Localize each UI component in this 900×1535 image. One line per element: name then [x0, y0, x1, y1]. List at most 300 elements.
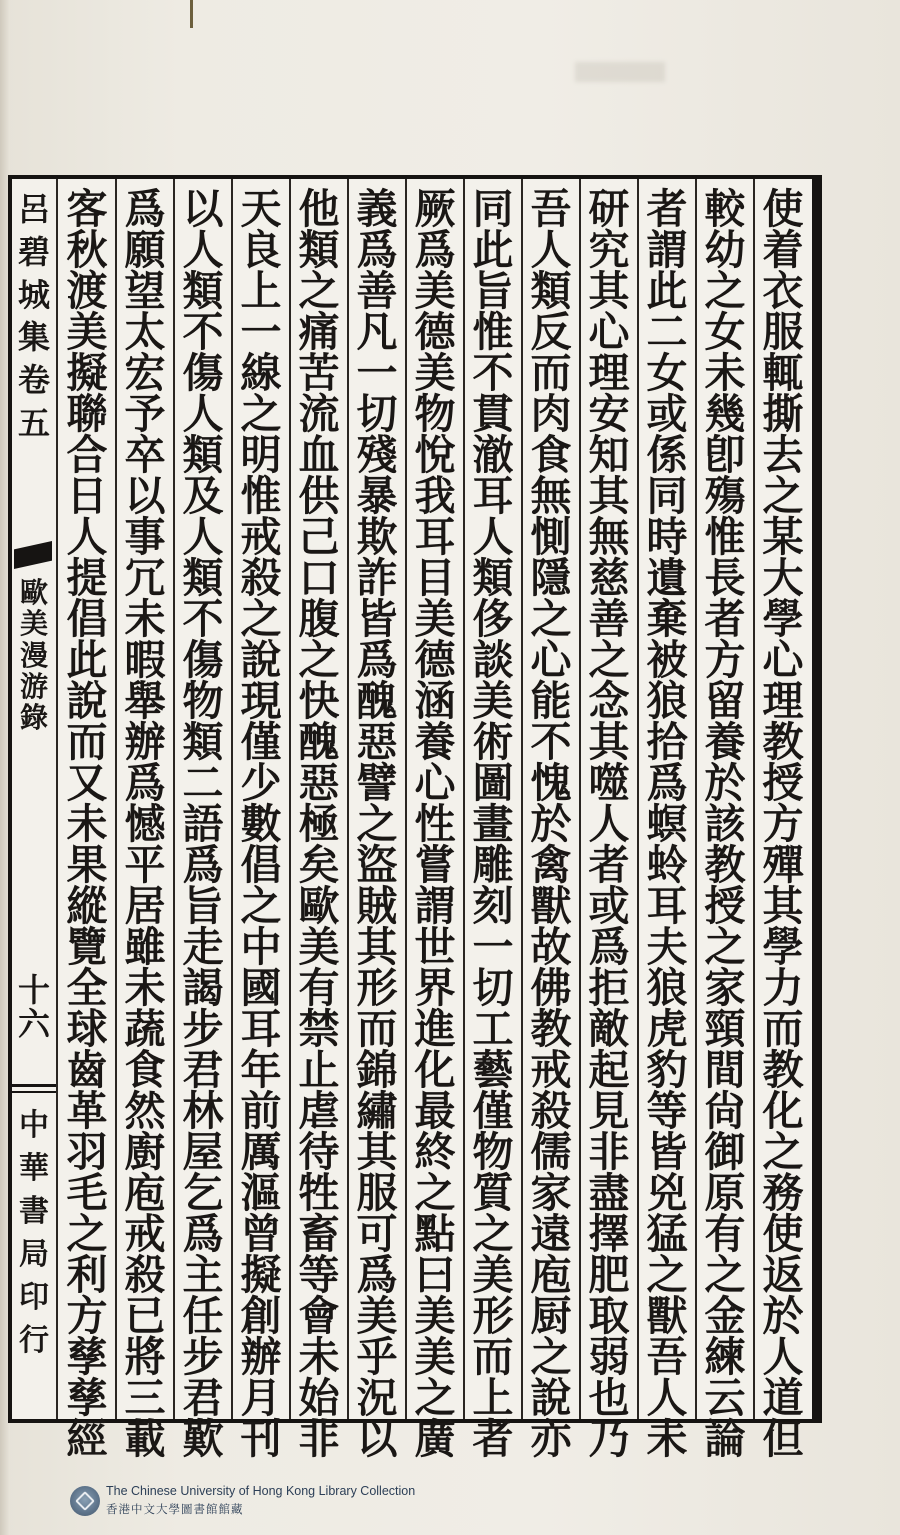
- text-char: 上: [472, 1374, 514, 1422]
- text-char: 願: [124, 226, 166, 274]
- text-char: 侈: [472, 595, 514, 643]
- text-char: 較: [704, 185, 746, 233]
- text-char: 爲: [182, 841, 224, 889]
- text-char: 說: [66, 677, 108, 725]
- text-char: 供: [298, 472, 340, 520]
- text-char: 術: [472, 718, 514, 766]
- text-char: 見: [588, 1087, 630, 1135]
- text-char: 虐: [298, 1087, 340, 1135]
- text-char: 念: [588, 677, 630, 725]
- text-char: 其: [588, 472, 630, 520]
- text-char: 之: [762, 472, 804, 520]
- text-char: 某: [762, 513, 804, 561]
- text-char: 圖: [472, 759, 514, 807]
- title-char: 集: [17, 318, 50, 357]
- text-char: 猛: [646, 1210, 688, 1258]
- text-char: 教: [762, 1046, 804, 1094]
- text-char: 非: [588, 1128, 630, 1176]
- text-column: [522, 179, 580, 1463]
- title-char: 五: [17, 403, 50, 442]
- text-char: 女: [704, 308, 746, 356]
- text-char: 線: [240, 349, 282, 397]
- page-number-char: 十: [17, 971, 50, 1009]
- text-char: 女: [646, 349, 688, 397]
- text-char: 人: [646, 1374, 688, 1422]
- text-char: 漚: [240, 1169, 282, 1217]
- text-char: 會: [298, 1292, 340, 1340]
- text-char: 合: [66, 431, 108, 479]
- text-char: 狼: [646, 964, 688, 1012]
- publisher-char: 印: [19, 1280, 49, 1315]
- text-char: 其: [356, 1128, 398, 1176]
- text-char: 衣: [762, 267, 804, 315]
- text-char: 心: [588, 308, 630, 356]
- text-char: 善: [588, 595, 630, 643]
- text-char: 弱: [588, 1333, 630, 1381]
- text-char: 或: [646, 390, 688, 438]
- text-char: 之: [66, 1210, 108, 1258]
- title-char: 卷: [17, 361, 50, 400]
- text-char: 倡: [240, 841, 282, 889]
- text-char: 切: [356, 390, 398, 438]
- text-char: 此: [472, 226, 514, 274]
- text-char: 不: [182, 595, 224, 643]
- text-char: 未: [124, 595, 166, 643]
- text-char: 賊: [356, 882, 398, 930]
- text-char: 撕: [762, 390, 804, 438]
- text-char: 美: [414, 267, 456, 315]
- text-char: 食: [124, 1046, 166, 1094]
- text-char: 御: [704, 1128, 746, 1176]
- text-char: 而: [762, 1005, 804, 1053]
- text-char: 家: [530, 1169, 572, 1217]
- text-char: 謁: [182, 964, 224, 1012]
- text-char: 殘: [356, 431, 398, 479]
- text-char: 者: [646, 185, 688, 233]
- text-char: 宏: [124, 349, 166, 397]
- text-char: 之: [530, 595, 572, 643]
- text-char: 之: [472, 1210, 514, 1258]
- text-char: 腹: [298, 595, 340, 643]
- text-char: 者: [704, 595, 746, 643]
- divider: [12, 1091, 56, 1093]
- text-char: 方: [704, 636, 746, 684]
- text-char: 而: [356, 1005, 398, 1053]
- text-char: 惻: [530, 513, 572, 561]
- publisher-char: 行: [19, 1323, 49, 1358]
- text-char: 傷: [182, 636, 224, 684]
- text-char: 化: [762, 1087, 804, 1135]
- text-char: 者: [472, 1415, 514, 1463]
- text-char: 之: [240, 390, 282, 438]
- text-char: 同: [472, 185, 514, 233]
- text-char: 心: [762, 636, 804, 684]
- text-char: 遺: [646, 554, 688, 602]
- text-char: 盡: [588, 1169, 630, 1217]
- text-char: 厨: [530, 1292, 572, 1340]
- text-column: [754, 179, 812, 1463]
- text-char: 知: [588, 431, 630, 479]
- text-char: 載: [124, 1415, 166, 1463]
- text-char: 獸: [530, 882, 572, 930]
- text-char: 望: [124, 267, 166, 315]
- text-char: 禽: [530, 841, 572, 889]
- text-char: 客: [66, 185, 108, 233]
- text-char: 着: [762, 226, 804, 274]
- text-char: 創: [240, 1292, 282, 1340]
- text-char: 擬: [66, 349, 108, 397]
- text-char: 夫: [646, 923, 688, 971]
- text-char: 一: [472, 923, 514, 971]
- text-char: 一: [240, 308, 282, 356]
- text-char: 之: [704, 267, 746, 315]
- ink-mark: [190, 0, 193, 28]
- text-char: 人: [182, 226, 224, 274]
- text-column: [696, 179, 754, 1463]
- text-column: [290, 179, 348, 1463]
- text-char: 辦: [124, 718, 166, 766]
- text-char: 該: [704, 800, 746, 848]
- text-char: 之: [414, 1169, 456, 1217]
- text-char: 日: [66, 472, 108, 520]
- text-char: 血: [298, 431, 340, 479]
- text-char: 大: [762, 554, 804, 602]
- book-title: [12, 191, 56, 442]
- text-char: 曾: [240, 1210, 282, 1258]
- text-char: 惡: [298, 759, 340, 807]
- text-char: 皆: [646, 1128, 688, 1176]
- text-char: 點: [414, 1210, 456, 1258]
- text-char: 方: [66, 1292, 108, 1340]
- text-char: 君: [182, 1046, 224, 1094]
- text-char: 美: [414, 1333, 456, 1381]
- text-char: 庖: [530, 1251, 572, 1299]
- text-char: 物: [472, 1128, 514, 1176]
- text-char: 係: [646, 431, 688, 479]
- text-char: 耳: [646, 882, 688, 930]
- text-char: 平: [124, 841, 166, 889]
- text-char: 良: [240, 226, 282, 274]
- text-char: 皆: [356, 595, 398, 643]
- text-char: 物: [414, 390, 456, 438]
- text-char: 步: [182, 1005, 224, 1053]
- text-char: 幼: [704, 226, 746, 274]
- text-char: 談: [472, 636, 514, 684]
- text-char: 擇: [588, 1210, 630, 1258]
- text-char: 事: [124, 513, 166, 561]
- text-char: 然: [124, 1087, 166, 1135]
- text-char: 暴: [356, 472, 398, 520]
- text-char: 全: [66, 964, 108, 1012]
- text-char: 羽: [66, 1128, 108, 1176]
- text-column: [116, 179, 174, 1463]
- text-char: 類: [182, 267, 224, 315]
- text-char: 禁: [298, 1005, 340, 1053]
- text-char: 及: [182, 472, 224, 520]
- text-char: 輒: [762, 349, 804, 397]
- text-char: 拾: [646, 718, 688, 766]
- text-char: 理: [762, 677, 804, 725]
- text-char: 進: [414, 1005, 456, 1053]
- text-char: 此: [66, 636, 108, 684]
- text-char: 美: [414, 1292, 456, 1340]
- text-char: 或: [588, 882, 630, 930]
- text-char: 取: [588, 1292, 630, 1340]
- text-char: 非: [298, 1415, 340, 1463]
- text-char: 類: [530, 267, 572, 315]
- text-char: 學: [762, 595, 804, 643]
- text-char: 涵: [414, 677, 456, 725]
- text-char: 痛: [298, 308, 340, 356]
- text-char: 義: [356, 185, 398, 233]
- text-char: 之: [530, 1333, 572, 1381]
- text-char: 時: [646, 513, 688, 561]
- text-char: 尙: [704, 1087, 746, 1135]
- text-char: 不: [472, 349, 514, 397]
- text-char: 殺: [124, 1251, 166, 1299]
- text-char: 蔬: [124, 1005, 166, 1053]
- text-char: 庖: [124, 1169, 166, 1217]
- text-char: 善: [356, 267, 398, 315]
- text-char: 刻: [472, 882, 514, 930]
- text-char: 道: [762, 1374, 804, 1422]
- text-char: 步: [182, 1333, 224, 1381]
- text-char: 噬: [588, 759, 630, 807]
- text-char: 雖: [124, 923, 166, 971]
- text-char: 美: [298, 923, 340, 971]
- text-char: 類: [298, 226, 340, 274]
- text-char: 之: [704, 923, 746, 971]
- text-char: 云: [704, 1374, 746, 1422]
- text-char: 盜: [356, 841, 398, 889]
- text-char: 無: [530, 472, 572, 520]
- text-char: 藝: [472, 1046, 514, 1094]
- text-char: 德: [414, 308, 456, 356]
- text-char: 畫: [472, 800, 514, 848]
- text-char: 旨: [182, 882, 224, 930]
- text-char: 人: [66, 513, 108, 561]
- text-char: 現: [240, 677, 282, 725]
- text-char: 爲: [588, 923, 630, 971]
- text-char: 爲: [356, 226, 398, 274]
- text-char: 暇: [124, 636, 166, 684]
- text-char: 謂: [414, 882, 456, 930]
- text-char: 形: [356, 964, 398, 1012]
- text-char: 我: [414, 472, 456, 520]
- text-char: 齒: [66, 1046, 108, 1094]
- text-char: 之: [414, 1374, 456, 1422]
- text-char: 歐: [298, 882, 340, 930]
- text-char: 乃: [588, 1415, 630, 1463]
- text-char: 終: [414, 1128, 456, 1176]
- text-char: 以: [356, 1415, 398, 1463]
- text-char: 僅: [240, 718, 282, 766]
- publisher-char: 局: [19, 1237, 49, 1272]
- text-char: 工: [472, 1005, 514, 1053]
- text-char: 德: [414, 636, 456, 684]
- text-char: 舉: [124, 677, 166, 725]
- text-char: 錦: [356, 1046, 398, 1094]
- text-char: 悅: [414, 431, 456, 479]
- text-char: 未: [646, 1415, 688, 1463]
- text-char: 之: [704, 1251, 746, 1299]
- text-char: 虎: [646, 1005, 688, 1053]
- text-char: 卽: [704, 431, 746, 479]
- text-char: 經: [66, 1415, 108, 1463]
- text-char: 始: [298, 1374, 340, 1422]
- text-char: 惟: [240, 472, 282, 520]
- text-char: 無: [588, 513, 630, 561]
- text-char: 其: [356, 923, 398, 971]
- text-char: 愧: [530, 759, 572, 807]
- text-char: 耳: [414, 513, 456, 561]
- text-char: 倡: [66, 595, 108, 643]
- text-char: 止: [298, 1046, 340, 1094]
- text-char: 安: [588, 390, 630, 438]
- text-char: 但: [762, 1415, 804, 1463]
- text-char: 二: [182, 759, 224, 807]
- text-char: 醜: [356, 677, 398, 725]
- bleed-through-mark: [575, 62, 665, 82]
- text-char: 戒: [124, 1210, 166, 1258]
- text-char: 爲: [414, 226, 456, 274]
- text-char: 服: [356, 1169, 398, 1217]
- text-char: 於: [530, 800, 572, 848]
- text-char: 他: [298, 185, 340, 233]
- text-char: 孳: [66, 1333, 108, 1381]
- text-char: 革: [66, 1087, 108, 1135]
- text-char: 不: [530, 718, 572, 766]
- text-char: 歎: [182, 1415, 224, 1463]
- text-char: 未: [124, 964, 166, 1012]
- text-char: 人: [182, 390, 224, 438]
- text-char: 爲: [646, 759, 688, 807]
- text-char: 況: [356, 1374, 398, 1422]
- text-char: 人: [530, 226, 572, 274]
- section-title: [12, 577, 56, 734]
- text-char: 遠: [530, 1210, 572, 1258]
- text-char: 說: [530, 1374, 572, 1422]
- text-char: 之: [240, 595, 282, 643]
- text-char: 惡: [356, 718, 398, 766]
- text-char: 殤: [704, 472, 746, 520]
- text-char: 國: [240, 964, 282, 1012]
- text-char: 物: [182, 677, 224, 725]
- text-char: 金: [704, 1292, 746, 1340]
- text-char: 練: [704, 1333, 746, 1381]
- text-char: 拒: [588, 964, 630, 1012]
- text-char: 譬: [356, 759, 398, 807]
- text-char: 方: [762, 800, 804, 848]
- text-char: 肉: [530, 390, 572, 438]
- text-char: 上: [240, 267, 282, 315]
- text-char: 性: [414, 800, 456, 848]
- section-char: 歐: [19, 576, 48, 609]
- text-char: 以: [124, 472, 166, 520]
- text-char: 語: [182, 800, 224, 848]
- section-char: 漫: [19, 638, 48, 672]
- text-char: 論: [704, 1415, 746, 1463]
- text-char: 其: [588, 718, 630, 766]
- margin-column: [12, 179, 58, 1419]
- text-column: [348, 179, 406, 1463]
- text-char: 惟: [472, 308, 514, 356]
- text-char: 其: [588, 267, 630, 315]
- text-char: 服: [762, 308, 804, 356]
- text-char: 者: [588, 841, 630, 889]
- text-char: 辦: [240, 1333, 282, 1381]
- text-char: 凡: [356, 308, 398, 356]
- text-char: 類: [182, 431, 224, 479]
- text-char: 豹: [646, 1046, 688, 1094]
- text-char: 詐: [356, 554, 398, 602]
- text-char: 目: [414, 554, 456, 602]
- text-column: [174, 179, 232, 1463]
- text-char: 能: [530, 677, 572, 725]
- text-char: 敵: [588, 1005, 630, 1053]
- text-char: 少: [240, 759, 282, 807]
- text-char: 憾: [124, 800, 166, 848]
- text-char: 牲: [298, 1169, 340, 1217]
- text-frame: [8, 175, 822, 1463]
- text-char: 獸: [646, 1292, 688, 1340]
- text-char: 之: [298, 267, 340, 315]
- text-char: 形: [472, 1292, 514, 1340]
- text-char: 間: [704, 1046, 746, 1094]
- text-char: 矣: [298, 841, 340, 889]
- text-char: 教: [762, 718, 804, 766]
- text-char: 君: [182, 1374, 224, 1422]
- text-char: 等: [298, 1251, 340, 1299]
- text-column: [58, 179, 116, 1463]
- text-char: 美: [414, 595, 456, 643]
- text-char: 反: [530, 308, 572, 356]
- text-char: 有: [298, 964, 340, 1012]
- footer-english: The Chinese University of Hong Kong Library Collection: [106, 1484, 416, 1498]
- text-char: 利: [66, 1251, 108, 1299]
- text-char: 螟: [646, 800, 688, 848]
- section-char: 游: [19, 670, 48, 704]
- text-char: 最: [414, 1087, 456, 1135]
- page-number-char: 六: [17, 1004, 50, 1043]
- text-char: 戒: [530, 1046, 572, 1094]
- text-char: 乞: [182, 1169, 224, 1217]
- text-char: 切: [472, 964, 514, 1012]
- publisher-char: 中: [19, 1108, 49, 1143]
- text-char: 居: [124, 882, 166, 930]
- text-char: 流: [298, 390, 340, 438]
- text-char: 界: [414, 964, 456, 1012]
- text-char: 類: [182, 718, 224, 766]
- text-char: 爲: [124, 759, 166, 807]
- text-char: 頸: [704, 1005, 746, 1053]
- text-char: 此: [646, 267, 688, 315]
- text-char: 於: [762, 1292, 804, 1340]
- text-char: 謂: [646, 226, 688, 274]
- text-char: 務: [762, 1169, 804, 1217]
- text-char: 爲: [124, 185, 166, 233]
- text-char: 數: [240, 800, 282, 848]
- library-logo-icon: [70, 1486, 100, 1516]
- text-char: 之: [762, 1128, 804, 1176]
- text-char: 走: [182, 923, 224, 971]
- text-char: 傷: [182, 349, 224, 397]
- text-char: 使: [762, 1210, 804, 1258]
- text-char: 林: [182, 1087, 224, 1135]
- text-char: 之: [588, 636, 630, 684]
- text-char: 狼: [646, 677, 688, 725]
- text-char: 天: [240, 185, 282, 233]
